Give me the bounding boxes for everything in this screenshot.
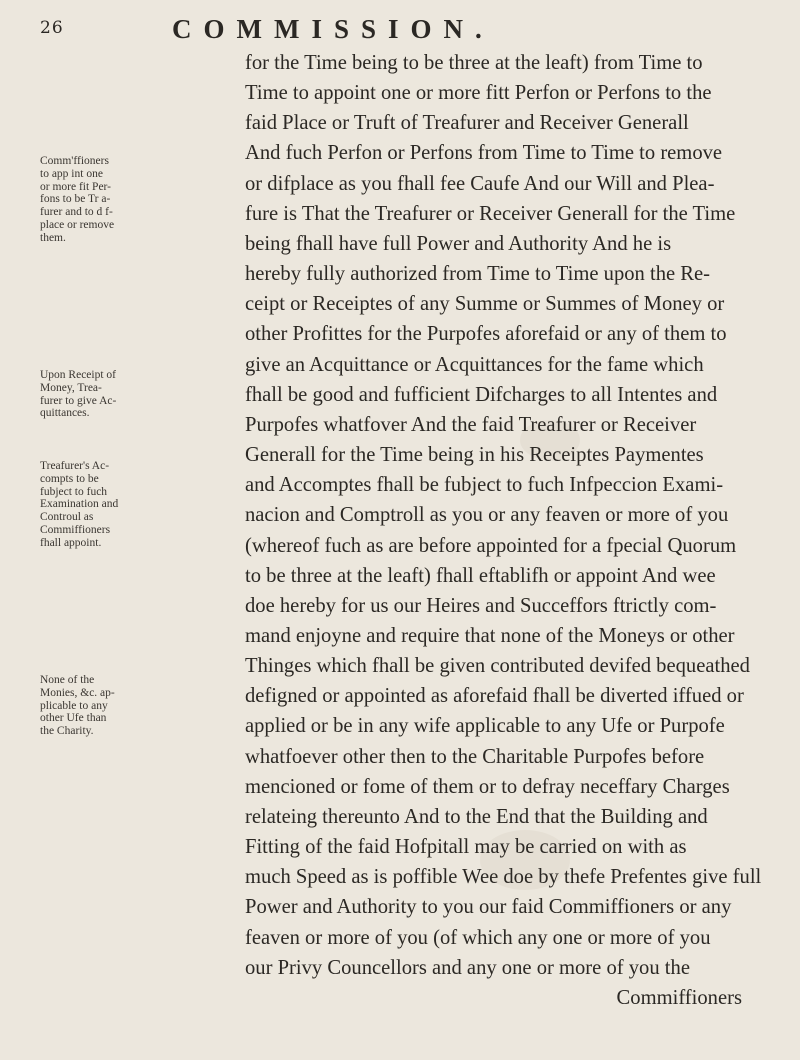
margin-note-line: Money, Trea- [40, 381, 102, 394]
margin-note-line: compts to be [40, 472, 99, 485]
margin-note-line: Upon Receipt of [40, 369, 117, 381]
body-line: doe hereby for us our Heires and Succeffors ftrictly com- [245, 594, 717, 617]
body-line: to be three at the leaft) fhall eftablifh or appoint And wee [245, 564, 716, 587]
margin-note-line: place or remove [40, 218, 115, 231]
margin-note-line: them. [40, 231, 66, 244]
body-line: Fitting of the faid Hofpitall may be carried on with as [245, 836, 687, 859]
margin-note-line: to app int one [40, 167, 103, 180]
margin-note-commissioners [40, 155, 128, 245]
body-line: for the Time being to be three at the leaft) from Time to [245, 52, 703, 74]
body-line: our Privy Councellors and any one or more of you the [245, 956, 690, 979]
body-line: Time to appoint one or more fitt Perfon or Perfons to the [245, 82, 712, 105]
body-line: Generall for the Time being in his Receiptes Paymentes [245, 444, 704, 467]
body-line: mand enjoyne and require that none of the Moneys or other [245, 624, 735, 647]
margin-note-monies [40, 674, 128, 738]
margin-note-line: other Ufe than [40, 712, 107, 725]
body-line: much Speed as is poffible Wee doe by thefe Prefentes give full [245, 866, 762, 889]
margin-note-line: Commiffioners [40, 523, 111, 536]
body-line: Purpofes whatfover And the faid Treafurer or Receiver [245, 413, 697, 436]
margin-note-line: or more fit Per- [40, 180, 111, 193]
body-line: And fuch Perfon or Perfons from Time to Time to remove [245, 142, 723, 165]
margin-note-line: quittances. [40, 407, 90, 420]
margin-note-line: furer and to d f- [40, 206, 113, 219]
body-line: relateing thereunto And to the End that the Building and [245, 805, 708, 828]
margin-note-line: furer to give Ac- [40, 394, 117, 407]
margin-note-line: plicable to any [40, 699, 108, 712]
margin-note-line: the Charity. [40, 725, 94, 738]
margin-note-line: None of the [40, 674, 95, 686]
body-line: (whereof fuch as are before appointed for a fpecial Quorum [245, 534, 737, 557]
margin-note-line: fubject to fuch [40, 485, 108, 498]
margin-note-line: Examination and [40, 498, 119, 511]
margin-note-line: fhall appoint. [40, 536, 102, 549]
body-line: or difplace as you fhall fee Caufe And our Will and Plea- [245, 172, 715, 195]
body-line: other Profittes for the Purpofes aforefaid or any of them to [245, 323, 727, 346]
margin-note-line: Comm'ffioners [40, 155, 109, 167]
body-line: Power and Authority to you our faid Commiffioners or any [245, 896, 732, 919]
body-line: whatfoever other then to the Charitable Purpofes before [245, 745, 705, 768]
catchword: Commiffioners [616, 986, 742, 1009]
body-line: being fhall have full Power and Authority And he is [245, 232, 672, 255]
margin-note-line: Treafurer's Ac- [40, 460, 110, 472]
margin-note-line: Controul as [40, 511, 94, 524]
body-line: and Accomptes fhall be fubject to fuch Infpeccion Exami- [245, 474, 724, 497]
body-text [245, 48, 780, 1013]
body-line: hereby fully authorized from Time to Time upon the Re- [245, 263, 711, 286]
margin-note-receipts [40, 369, 128, 420]
margin-note-accompts [40, 460, 128, 550]
body-line: nacion and Comptroll as you or any feaven or more of you [245, 504, 729, 527]
running-head: COMMISSION. [172, 14, 494, 44]
body-line: ceipt or Receiptes of any Summe or Summes of Money or [245, 293, 725, 316]
body-line: defigned or appointed as aforefaid fhall be diverted iffued or [245, 685, 744, 708]
body-line: fure is That the Treafurer or Receiver Generall for the Time [245, 202, 736, 225]
body-line: faid Place or Truft of Treafurer and Receiver Generall [245, 112, 689, 135]
margin-note-line: fons to be Tr a- [40, 193, 111, 206]
margin-note-line: Monies, &c. ap- [40, 686, 115, 699]
body-line: Thinges which fhall be given contributed devifed bequeathed [245, 655, 750, 678]
body-line: give an Acquittance or Acquittances for the fame which [245, 353, 704, 376]
body-line: applied or be in any wife applicable to any Ufe or Purpofe [245, 715, 725, 738]
page-number: 26 [40, 18, 64, 38]
body-line: fhall be good and fufficient Difcharges to all Intentes and [245, 383, 718, 406]
body-line: feaven or more of you (of which any one or more of you [245, 926, 711, 949]
body-line: mencioned or fome of them or to defray neceffary Charges [245, 775, 730, 798]
